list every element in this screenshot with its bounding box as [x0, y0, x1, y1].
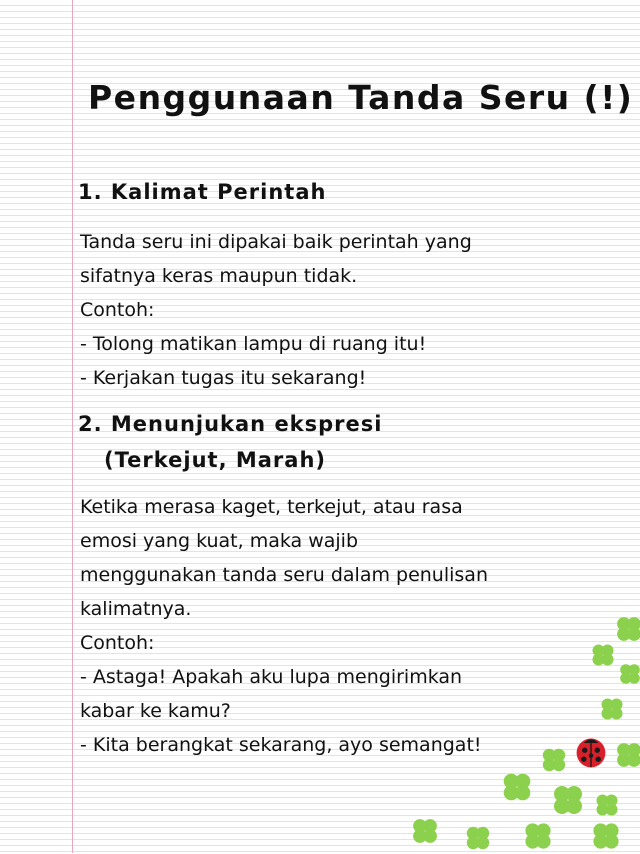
section-2-line: menggunakan tanda seru dalam penulisan: [80, 564, 488, 586]
section-2-heading-line-1: 2. Menunjukan ekspresi: [78, 412, 383, 436]
clover-icon: [520, 818, 556, 854]
section-2-line: kabar ke kamu?: [80, 700, 231, 722]
notebook-margin-line: [72, 0, 73, 853]
section-2-body: [80, 490, 560, 762]
clover-icon: [612, 738, 640, 772]
clover-icon: [408, 814, 442, 848]
clover-icon: [588, 640, 618, 670]
clover-icon: [538, 744, 570, 776]
clover-icon: [616, 660, 640, 688]
clover-icon: [548, 780, 588, 820]
clover-icon: [597, 694, 627, 724]
section-1-line: Tanda seru ini dipakai baik perintah yang: [80, 231, 472, 253]
section-2-line: - Kita berangkat sekarang, ayo semangat!: [80, 734, 482, 756]
section-2-line: - Astaga! Apakah aku lupa mengirimkan: [80, 666, 463, 688]
clover-icon: [586, 818, 626, 854]
section-1-line: Contoh:: [80, 299, 155, 321]
section-2-line: Ketika merasa kaget, terkejut, atau rasa: [80, 496, 463, 518]
section-2-heading: [78, 406, 382, 478]
section-1-body: [80, 225, 560, 395]
section-1-heading: 1. Kalimat Perintah: [78, 180, 327, 204]
section-1-line: - Kerjakan tugas itu sekarang!: [80, 367, 367, 389]
section-2-line: emosi yang kuat, maka wajib: [80, 530, 359, 552]
clover-icon: [498, 768, 536, 806]
clover-icon: [592, 790, 622, 820]
section-1-line: - Tolong matikan lampu di ruang itu!: [80, 333, 427, 355]
section-1-line: sifatnya keras maupun tidak.: [80, 265, 358, 287]
section-2-line: Contoh:: [80, 632, 155, 654]
clover-icon: [462, 822, 494, 854]
page-title: Penggunaan Tanda Seru (!): [88, 78, 634, 117]
section-2-line: kalimatnya.: [80, 598, 192, 620]
section-2-heading-line-2: (Terkejut, Marah): [104, 448, 326, 472]
ladybug-icon: [573, 734, 609, 770]
